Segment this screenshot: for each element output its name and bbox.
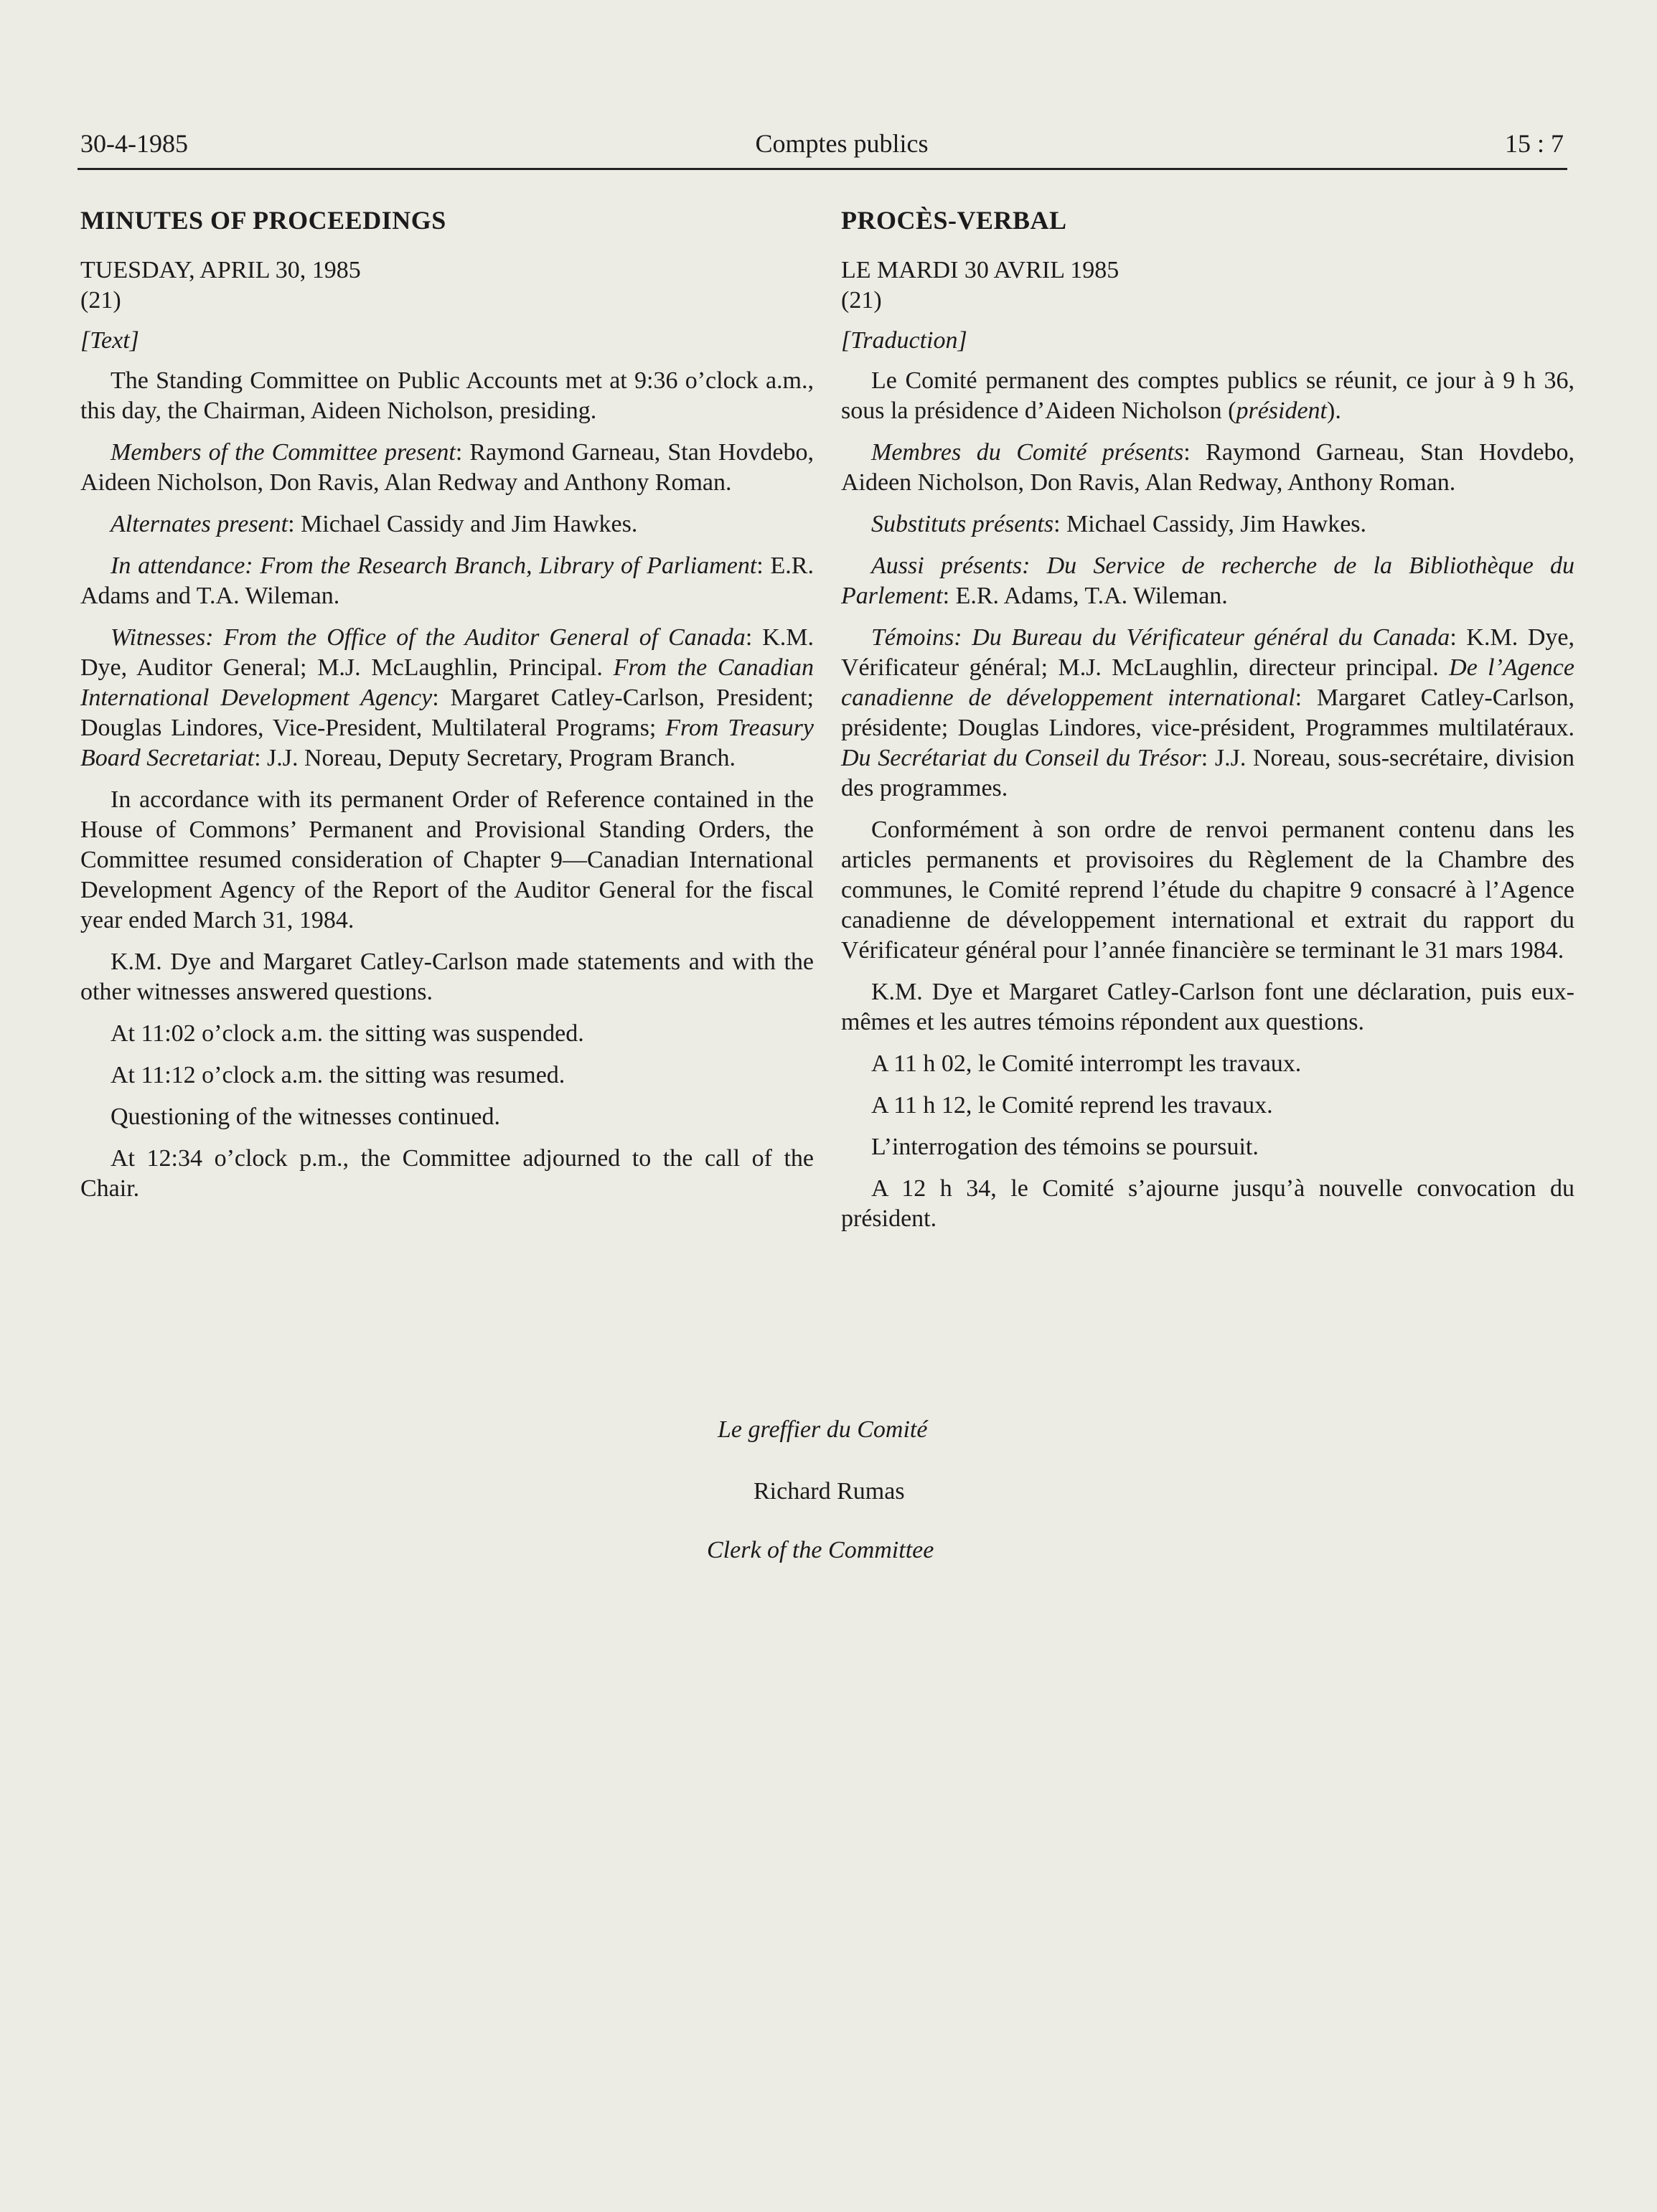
attendance-source: : From the Research Branch, Library of Parliament: [245, 552, 757, 579]
temoins-source-acdi: De l’Agence canadienne de développement international: [841, 654, 1574, 711]
english-meeting-number: (21): [80, 287, 121, 314]
english-paragraph-members: [80, 438, 814, 498]
french-paragraph-renvoi: Conformément à son ordre de renvoi permanent contenu dans les articles permanents et provisoires du Règlement de la Chambre des communes, le Comité reprend l’étude du chapitre 9 consacré à l’Agence canadienne de développement international et extrait du rapport du Vérificateur général pour l’année financière se terminant le 31 mars 1984.: [841, 816, 1574, 964]
french-paragraph-reprend: A 11 h 12, le Comité reprend les travaux.: [871, 1092, 1273, 1119]
temoins-source-verificateur: : Du Bureau du Vérificateur général du Canada: [954, 624, 1450, 651]
french-meeting-number: (21): [841, 287, 882, 314]
witnesses-source-cida: From the Canadian International Development Agency: [80, 654, 814, 711]
english-text-tag: [Text]: [80, 327, 139, 354]
french-heading: PROCÈS-VERBAL: [841, 206, 1067, 235]
english-paragraph-witnesses: [80, 623, 814, 773]
french-paragraph-members: [841, 438, 1574, 498]
witnesses-auditor-names: : K.M. Dye, Auditor General; M.J. McLaughlin, Principal.: [80, 624, 814, 681]
header-page-number: 15 : 7: [1504, 129, 1564, 158]
french-paragraph-opening: [841, 366, 1574, 426]
english-paragraph-attendance: [80, 551, 814, 611]
english-paragraph-suspended: At 11:02 o’clock a.m. the sitting was suspended.: [111, 1020, 584, 1047]
french-paragraph-presents: [841, 551, 1574, 611]
signature-french-title: Le greffier du Comité: [718, 1416, 928, 1443]
french-paragraph-declaration: K.M. Dye et Margaret Catley-Carlson font une déclaration, puis eux-mêmes et les autres témoins répondent aux questions.: [841, 979, 1574, 1035]
temoins-verificateur-names: : K.M. Dye, Vérificateur général; M.J. McLaughlin, directeur principal.: [841, 624, 1574, 681]
english-column: [80, 201, 814, 1215]
french-opening-end: ).: [1327, 397, 1341, 424]
french-paragraph-substituts: [841, 509, 1574, 540]
header-title: Comptes publics: [755, 129, 929, 158]
attendance-text: : E.R. Adams and T.A. Wileman.: [80, 552, 814, 609]
temoins-source-tresor: Du Secrétariat du Conseil du Trésor: [841, 745, 1201, 771]
english-heading: MINUTES OF PROCEEDINGS: [80, 206, 446, 235]
english-date: TUESDAY, APRIL 30, 1985: [80, 257, 361, 283]
english-paragraph-adjourned: At 12:34 o’clock p.m., the Committee adjourned to the call of the Chair.: [80, 1145, 814, 1202]
alternates-label: Alternates present: [111, 511, 288, 537]
english-paragraph-order: In accordance with its permanent Order of Reference contained in the House of Commons’ Permanent and Provisional Standing Orders, the Committee resumed consideration of Chapter 9—Canadian International Development Agency of the Report of the Auditor General for the fiscal year ended March 31, 1984.: [80, 786, 814, 933]
presents-label: Aussi présents: [871, 552, 1023, 579]
witnesses-source-treasury: From Treasury Board Secretariat: [80, 715, 814, 771]
english-paragraph-resumed: At 11:12 o’clock a.m. the sitting was resumed.: [111, 1062, 565, 1088]
header-rule: [78, 168, 1567, 170]
membres-text: : Raymond Garneau, Stan Hovdebo, Aideen Nicholson, Don Ravis, Alan Redway, Anthony Roman.: [841, 439, 1575, 496]
french-date: LE MARDI 30 AVRIL 1985: [841, 257, 1119, 283]
presents-text: : E.R. Adams, T.A. Wileman.: [942, 583, 1228, 609]
temoins-acdi-names: : Margaret Catley-Carlson, présidente; Douglas Lindores, vice-président, Programmes multilatéraux.: [841, 684, 1574, 741]
french-paragraph-interrogation: L’interrogation des témoins se poursuit.: [871, 1134, 1259, 1160]
substituts-label: Substituts présents: [871, 511, 1054, 537]
french-paragraph-ajourne: A 12 h 34, le Comité s’ajourne jusqu’à nouvelle convocation du président.: [841, 1175, 1574, 1232]
witnesses-label: Witnesses: [111, 624, 206, 651]
temoins-label: Témoins: [871, 624, 954, 651]
signature-name: Richard Rumas: [754, 1478, 905, 1505]
header-date: 30-4-1985: [80, 129, 188, 158]
alternates-text: : Michael Cassidy and Jim Hawkes.: [288, 511, 638, 537]
witnesses-treasury-names: : J.J. Noreau, Deputy Secretary, Program Branch.: [254, 745, 736, 771]
witnesses-cida-names: : Margaret Catley-Carlson, President; Douglas Lindores, Vice-President, Multilateral Programs;: [80, 684, 814, 741]
french-translation-tag: [Traduction]: [841, 327, 967, 354]
witnesses-source-auditor: : From the Office of the Auditor General of Canada: [205, 624, 746, 651]
english-paragraph-questioning: Questioning of the witnesses continued.: [111, 1103, 500, 1130]
english-paragraph-opening: The Standing Committee on Public Accounts met at 9:36 o’clock a.m., this day, the Chairman, Aideen Nicholson, presiding.: [80, 367, 814, 424]
french-opening-text: Le Comité permanent des comptes publics se réunit, ce jour à 9 h 36, sous la présidence d’Aideen Nicholson (: [841, 367, 1574, 424]
members-text: : Raymond Garneau, Stan Hovdebo, Aideen Nicholson, Don Ravis, Alan Redway and Anthony Roman.: [80, 439, 815, 496]
attendance-label: In attendance: [111, 552, 245, 579]
membres-label: Membres du Comité présents: [871, 439, 1184, 466]
french-paragraph-interrompt: A 11 h 02, le Comité interrompt les travaux.: [871, 1050, 1302, 1077]
french-column: [841, 201, 1574, 1246]
substituts-text: : Michael Cassidy, Jim Hawkes.: [1053, 511, 1367, 537]
temoins-tresor-names: : J.J. Noreau, sous-secrétaire, division des programmes.: [841, 745, 1574, 801]
presents-source: : Du Service de recherche de la Bibliothèque du Parlement: [841, 552, 1574, 609]
english-paragraph-statements: K.M. Dye and Margaret Catley-Carlson made statements and with the other witnesses answered questions.: [80, 949, 814, 1005]
signature-english-title: Clerk of the Committee: [707, 1537, 934, 1563]
french-paragraph-temoins: [841, 623, 1574, 804]
english-paragraph-alternates: [80, 509, 814, 540]
french-opening-role: président: [1236, 397, 1328, 424]
members-label: Members of the Committee present: [111, 439, 456, 466]
